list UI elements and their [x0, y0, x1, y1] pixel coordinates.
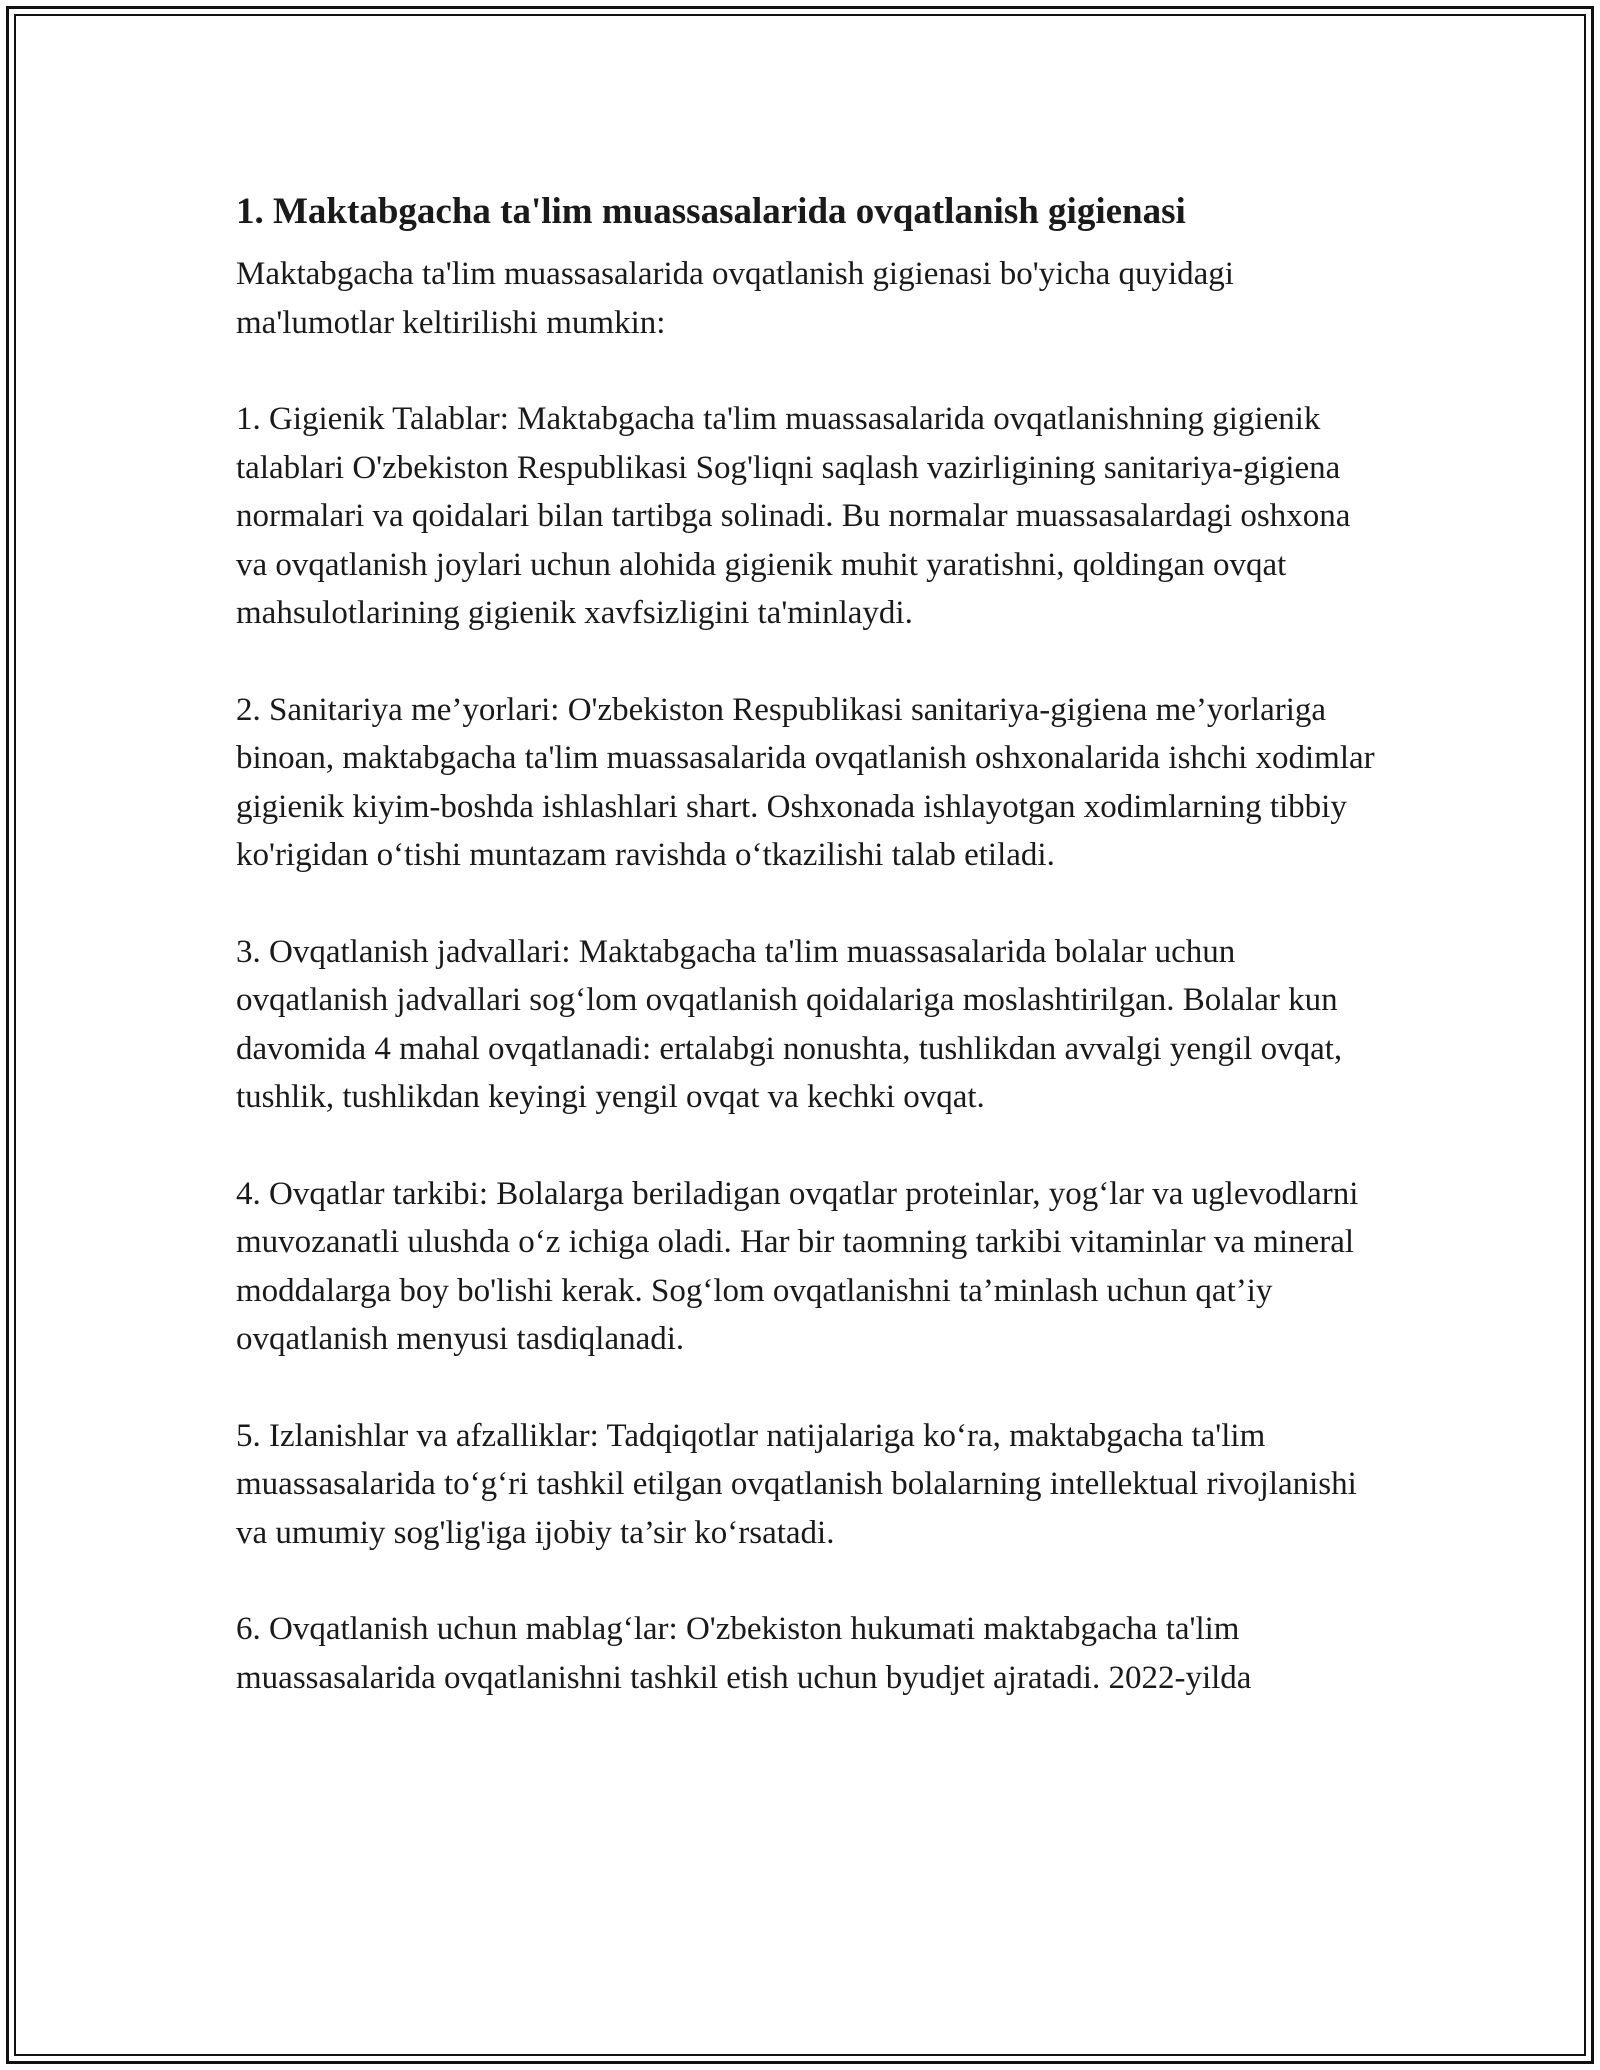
paragraph-research-benefits: 5. Izlanishlar va afzalliklar: Tadqiqotlar natijalariga ko‘ra, maktabgacha ta'lim muassasalarida to‘g‘ri tashkil etilgan ovqatlanish bolalarning intellektual rivojlanishi va umumiy sog'lig'iga ijobiy ta’sir ko‘rsatadi. — [236, 1417, 1357, 1551]
document-body — [236, 186, 1376, 1702]
paragraph-sanitary-norms: 2. Sanitariya me’yorlari: O'zbekiston Respublikasi sanitariya-gigiena me’yorlariga binoan, maktabgacha ta'lim muassasalarida ovqatlanish oshxonalarida ishchi xodimlar gigienik kiyim-boshda ishlashlari shart. Oshxonada ishlayotgan xodimlarning tibbiy ko'rigidan o‘tishi muntazam ravishda o‘tkazilishi talab etiladi. — [236, 691, 1375, 873]
intro-paragraph: Maktabgacha ta'lim muassasalarida ovqatlanish gigienasi bo'yicha quyidagi ma'lumotlar keltirilishi mumkin: — [236, 256, 1234, 341]
paragraph-funding: 6. Ovqatlanish uchun mablag‘lar: O'zbekiston hukumati maktabgacha ta'lim muassasalarida ovqatlanishni tashkil etish uchun byudjet ajratadi. 2022-yilda — [236, 1611, 1252, 1696]
paragraph-hygiene-requirements: 1. Gigienik Talablar: Maktabgacha ta'lim muassasalarida ovqatlanishning gigienik talablari O'zbekiston Respublikasi Sog'liqni saqlash vazirligining sanitariya-gigiena normalari va qoidalari bilan tartibga solinadi. Bu normalar muassasalardagi oshxona va ovqatlanish joylari uchun alohida gigienik muhit yaratishni, qoldingan ovqat mahsulotlarining gigienik xavfsizligini ta'minlaydi. — [236, 401, 1351, 631]
document-title: 1. Maktabgacha ta'lim muassasalarida ovqatlanish gigienasi — [236, 191, 1186, 232]
paragraph-meal-schedules: 3. Ovqatlanish jadvallari: Maktabgacha ta'lim muassasalarida bolalar uchun ovqatlanish jadvallari sog‘lom ovqatlanish qoidalariga moslashtirilgan. Bolalar kun davomida 4 mahal ovqatlanadi: ertalabgi nonushta, tushlikdan avvalgi yengil ovqat, tushlik, tushlikdan keyingi yengil ovqat va kechki ovqat. — [236, 933, 1343, 1115]
paragraph-food-composition: 4. Ovqatlar tarkibi: Bolalarga beriladigan ovqatlar proteinlar, yog‘lar va uglevodlarni muvozanatli ulushda o‘z ichiga oladi. Har bir taomning tarkibi vitaminlar va mineral moddalarga boy bo'lishi kerak. Sog‘lom ovqatlanishni ta’minlash uchun qat’iy ovqatlanish menyusi tasdiqlanadi. — [236, 1175, 1359, 1357]
